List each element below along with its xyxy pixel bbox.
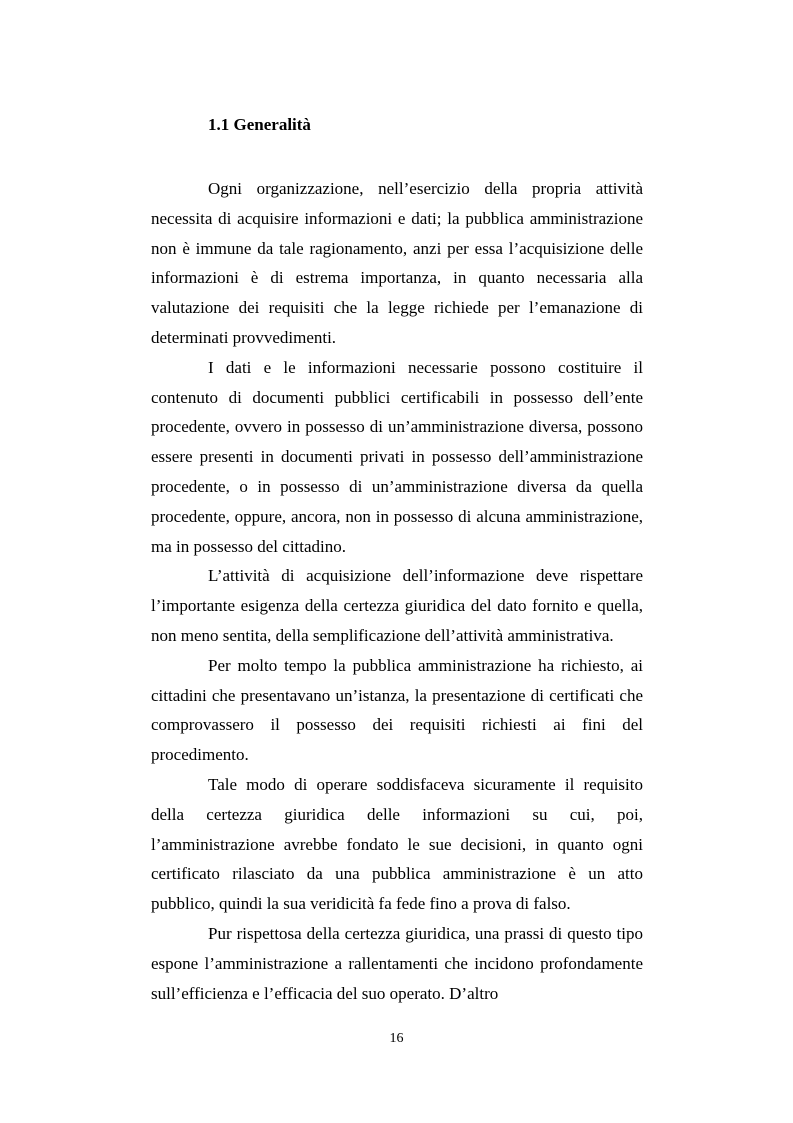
paragraph: Tale modo di operare soddisfaceva sicuramente il requisito della certezza giuridica delle informazioni su cui, poi, l’amministrazione avrebbe fondato le sue decisioni, in quanto ogni certificato rilasciato da una pubblica amministrazione è un atto pubblico, quindi la sua veridicità fa fede fino a prova di falso.: [151, 774, 643, 914]
page-number: 16: [389, 1031, 404, 1046]
section-heading: 1.1 Generalità: [208, 115, 311, 134]
paragraph: Per molto tempo la pubblica amministrazione ha richiesto, ai cittadini che presentavano un’istanza, la presentazione di certificati che comprovassero il possesso dei requisiti richiesti ai fini del procedimento.: [151, 655, 643, 765]
paragraph: L’attività di acquisizione dell’informazione deve rispettare l’importante esigenza della certezza giuridica del dato fornito e quella, non meno sentita, della semplificazione dell’attività amministrativa.: [151, 566, 643, 645]
paragraph: Ogni organizzazione, nell’esercizio della propria attività necessita di acquisire informazioni e dati; la pubblica amministrazione non è immune da tale ragionamento, anzi per essa l’acquisizione delle informazioni è di estrema importanza, in quanto necessaria alla valutazione dei requisiti che la legge richiede per l’emanazione di determinati provvedimenti.: [151, 179, 643, 347]
paragraph: I dati e le informazioni necessarie possono costituire il contenuto di documenti pubblici certificabili in possesso dell’ente procedente, ovvero in possesso di un’amministrazione diversa, possono essere presenti in documenti privati in possesso dell’amministrazione procedente, o in possesso di un’amministrazione diversa da quella procedente, oppure, ancora, non in possesso di alcuna amministrazione, ma in possesso del cittadino.: [151, 357, 643, 556]
document-page: [151, 112, 643, 1008]
paragraph: Pur rispettosa della certezza giuridica, una prassi di questo tipo espone l’amministrazione a rallentamenti che incidono profondamente sull’efficienza e l’efficacia del suo operato. D’altro: [151, 923, 643, 1003]
